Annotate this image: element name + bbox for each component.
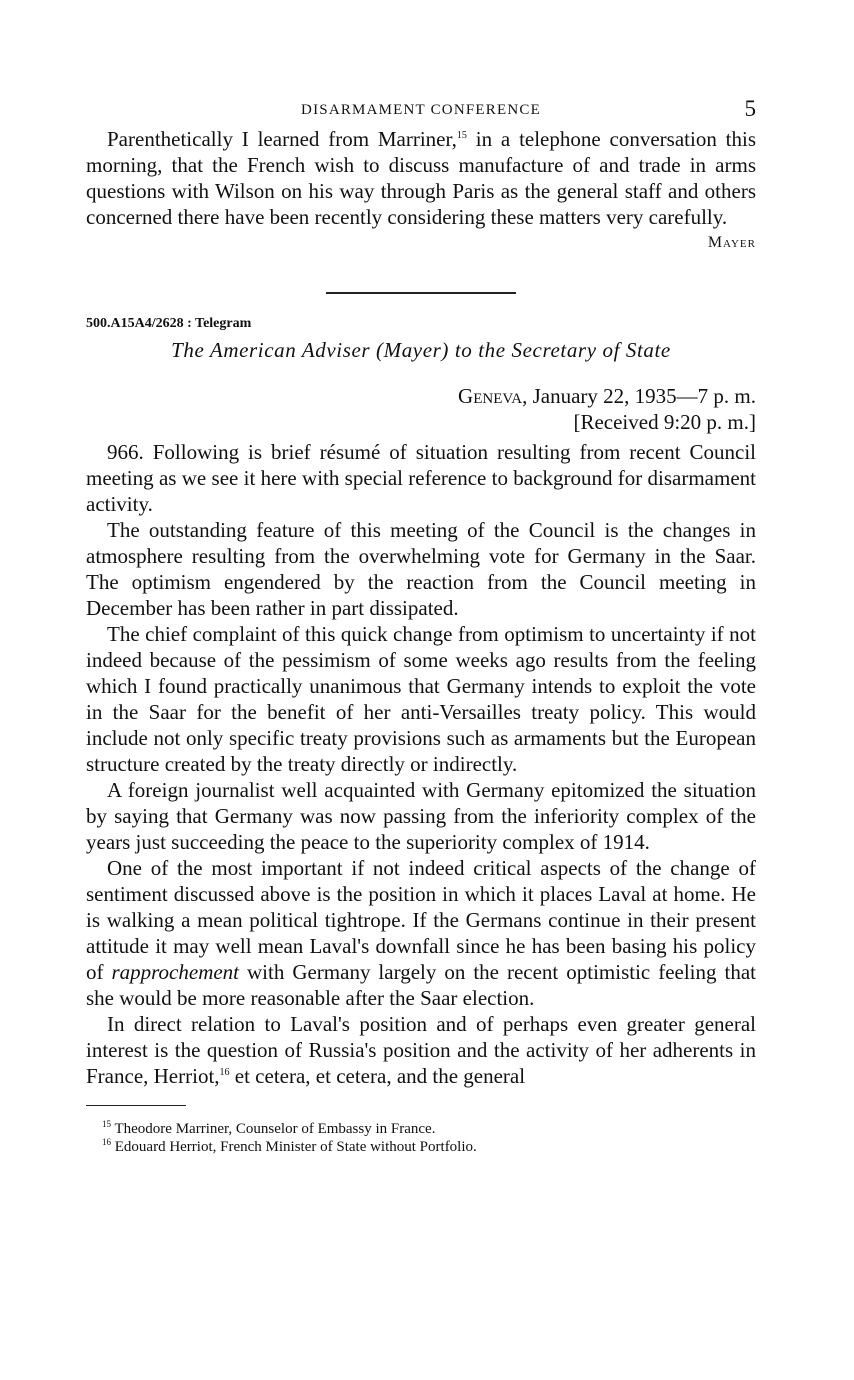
paragraph [86,126,756,230]
received-line: [Received 9:20 p. m.] [573,409,756,434]
paragraph-text: In direct relation to Laval's position and of perhaps even greater general interest is the question of Russia's position and the activity of her adherents in France, Herriot, [86,1011,756,1088]
italic-term: rapprochement [111,959,240,984]
footnote [102,1120,756,1138]
telegram-body [86,439,756,1089]
footnote-ref: 16 [219,1066,230,1078]
paragraph: 966. Following is brief résumé of situation resulting from recent Council meeting as we see it here with special reference to background for disarmament activity. [86,439,756,516]
footnote-text: Edouard Herriot, French Minister of State without Portfolio. [111,1138,477,1155]
place: Geneva [458,383,523,408]
dateline [86,383,756,435]
page [86,96,756,1156]
running-head [86,96,756,126]
section-divider [326,292,516,294]
footnote-number: 16 [102,1136,111,1147]
paragraph [86,1011,756,1089]
paragraph-text: Parenthetically I learned from Marriner, [107,127,457,151]
footnote-divider [86,1105,186,1106]
document-title: The American Adviser (Mayer) to the Secretary of State [171,337,671,362]
paragraph-text: One of the most important if not indeed critical aspects of the change of sentiment discussed above is the position in which it places Laval at home. He is walking a mean political tightrope. If the Germans continue in their present attitude it may well mean Laval's downfall since he has been basing his policy of [86,855,756,984]
paragraph-text: with Germany largely on the recent optimistic feeling that she would be more reasonable after the Saar election. [86,959,756,1010]
paragraph-text: in a telephone conversation this morning, that the French wish to discuss manufacture of and trade in arms questions with Wilson on his way through Paris as the general staff and others concerned there have been recently considering these matters very carefully. [86,127,756,229]
paragraph-text: et cetera, et cetera, and the general [229,1063,526,1088]
paragraph [86,855,756,1011]
footnote [102,1138,756,1156]
date-line [86,383,756,409]
footnotes [86,1120,756,1156]
footnote-ref: 15 [456,130,467,141]
paragraph: The outstanding feature of this meeting of the Council is the changes in atmosphere resulting from the overwhelming vote for Germany in the Saar. The optimism engendered by the reaction from the Council meeting in December has been rather in part dissipated. [86,517,756,620]
file-reference: 500.A15A4/2628 : Telegram [86,315,252,331]
running-title: DISARMAMENT CONFERENCE [301,102,541,118]
paragraph: The chief complaint of this quick change from optimism to uncertainty if not indeed because of the pessimism of some weeks ago results from the feeling which I found practically unanimous that Germany intends to exploit the vote in the Saar for the benefit of her anti-Versailles treaty policy. This would include not only specific treaty provisions such as armaments but the European structure created by the treaty directly or indirectly. [86,621,756,776]
paragraph: A foreign journalist well acquainted with Germany epitomized the situation by saying that Germany was now passing from the inferiority complex of the years just succeeding the peace to the superiority complex of 1914. [86,777,756,854]
footnote-number: 15 [102,1118,111,1129]
date: , January 22, 1935—7 p. m. [522,383,756,408]
footnote-text: Theodore Marriner, Counselor of Embassy in France. [111,1120,436,1137]
continued-text [86,126,756,230]
signature: Mayer [707,234,756,251]
page-number: 5 [744,96,756,121]
